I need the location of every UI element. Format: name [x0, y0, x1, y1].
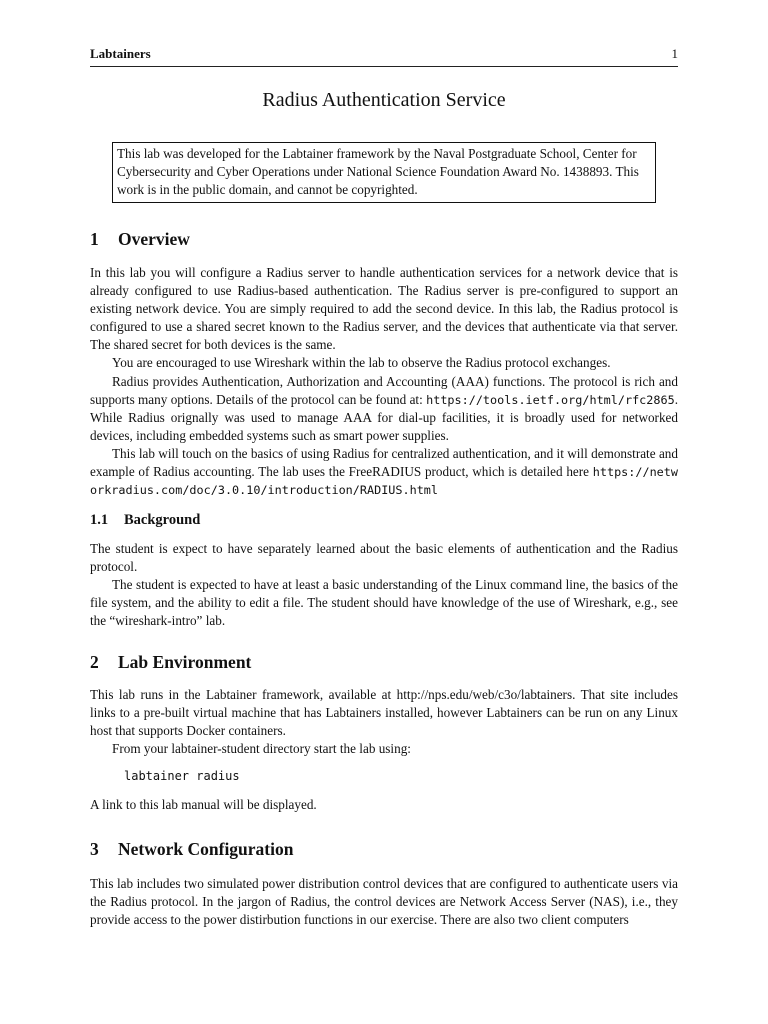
lab-environment-tail	[90, 796, 678, 814]
section-heading-lab-environment	[90, 652, 251, 673]
lab-environment-body	[90, 686, 678, 758]
freeradius-link[interactable]: https://networkradius.com/doc/3.0.10/introduction/RADIUS.html	[90, 465, 678, 498]
overview-paragraph-3-text: Radius provides Authentication, Authorization and Accounting (AAA) functions. The protocol is rich and supports many options. Details of the protocol can be found at:	[90, 373, 678, 407]
command-example: labtainer radius	[124, 769, 240, 783]
header-label: Labtainers	[90, 46, 151, 61]
overview-body	[90, 264, 678, 499]
subsection-heading-background	[90, 512, 200, 529]
public-domain-notice: This lab was developed for the Labtainer framework by the Naval Postgraduate School, Center for Cybersecurity and Cyber Operations under National Science Foundation Award No. 1438893. This work is in the public domain, and cannot be copyrighted.	[112, 142, 656, 203]
network-configuration-paragraph-1: This lab includes two simulated power distribution control devices that are configured to authenticate users via the Radius protocol. In the jargon of Radius, the control devices are Network Access Server (NAS), i.e., they provide access to the power distirbution functions in our exercise. There are also two client computers	[90, 876, 678, 928]
section-number: 3	[90, 839, 99, 859]
lab-environment-paragraph-2: From your labtainer-student directory start the lab using:	[112, 741, 411, 757]
lab-environment-paragraph-3: A link to this lab manual will be displayed.	[90, 797, 317, 812]
section-title: Overview	[118, 229, 190, 249]
running-header	[90, 44, 678, 67]
background-body	[90, 540, 678, 630]
overview-paragraph-4	[90, 445, 678, 499]
section-heading-overview	[90, 229, 190, 250]
network-configuration-body	[90, 875, 678, 929]
overview-paragraph-3	[90, 373, 678, 445]
page-number: 1	[671, 46, 678, 61]
overview-paragraph-2: You are encouraged to use Wireshark within the lab to observe the Radius protocol exchanges.	[112, 355, 611, 371]
section-heading-network-configuration	[90, 839, 293, 860]
document-title: Radius Authentication Service	[262, 89, 506, 111]
background-paragraph-1: The student is expect to have separately learned about the basic elements of authentication and the Radius protocol.	[90, 541, 678, 575]
section-number: 1	[90, 229, 99, 249]
section-title: Network Configuration	[118, 839, 294, 859]
lab-environment-paragraph-1: This lab runs in the Labtainer framework, available at http://nps.edu/web/c3o/labtainers. That site includes links to a pre-built virtual machine that has Labtainers installed, however Labtainers can be run on any Linux host that supports Docker containers.	[90, 687, 678, 739]
overview-paragraph-1: In this lab you will configure a Radius server to handle authentication services for a network device that is already configured to use Radius-based authentication. The Radius server is pre-configured to support an existing network device. You are simply required to add the second device. In this lab, the Radius protocol is configured to use a shared secret known to the Radius server, and the devices that authenticate via that server. The shared secret for both devices is the same.	[90, 265, 678, 353]
subsection-title: Background	[124, 512, 201, 528]
background-paragraph-2: The student is expected to have at least a basic understanding of the Linux command line, the basics of the file system, and the ability to edit a file. The student should have knowledge of the use of Wireshark, e.g., see the “wireshark-intro” lab.	[90, 577, 678, 629]
overview-paragraph-4-text: This lab will touch on the basics of using Radius for centralized authentication, and it will demonstrate and example of Radius accounting. The lab uses the FreeRADIUS product, which is detailed here	[90, 445, 678, 480]
section-title: Lab Environment	[118, 652, 252, 672]
overview-paragraph-3-tail: . While Radius orignally was used to manage AAA for dial-up facilities, it is broadly used for networked devices, including embedded systems such as smart power supplies.	[90, 391, 678, 443]
rfc-link[interactable]: https://tools.ietf.org/html/rfc2865	[426, 392, 675, 407]
section-number: 2	[90, 652, 99, 672]
subsection-number: 1.1	[90, 512, 109, 528]
